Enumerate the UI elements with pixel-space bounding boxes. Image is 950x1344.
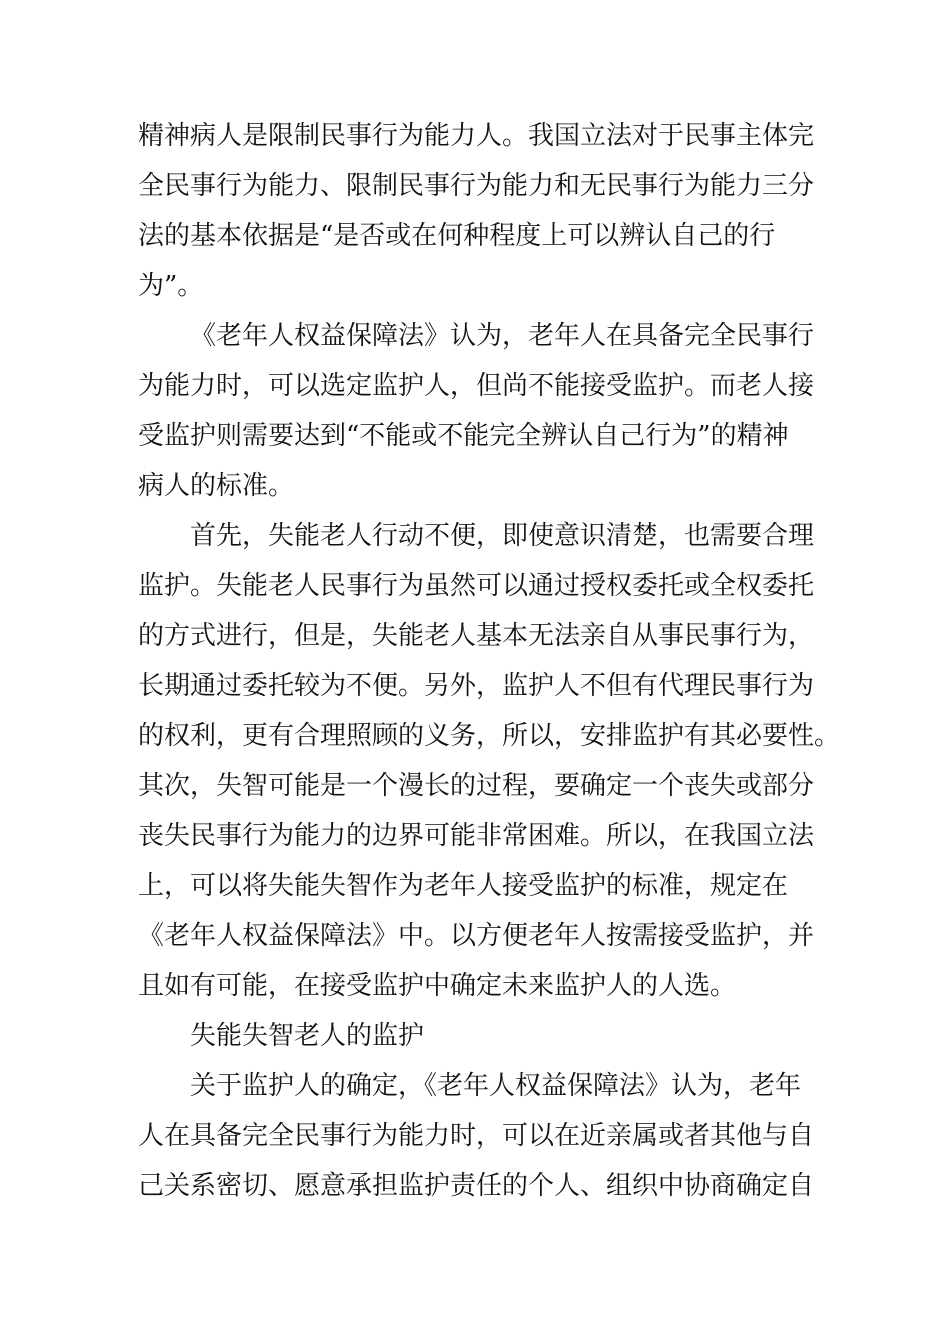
text-line: 丧失民事行为能力的边界可能非常困难。所以，在我国立法: [138, 821, 815, 851]
text-line: 上，可以将失能失智作为老年人接受监护的标准，规定在: [138, 871, 789, 901]
text-line: 关于监护人的确定，《老年人权益保障法》认为，老年: [190, 1071, 802, 1101]
text-line: 的方式进行，但是，失能老人基本无法亲自从事民事行为，: [138, 621, 815, 651]
text-line: 为”。: [138, 271, 204, 301]
text-line: 《老年人权益保障法》认为，老年人在具备完全民事行: [190, 321, 815, 351]
heading-text: 失能失智老人的监护: [190, 1021, 425, 1051]
text-line: 长期通过委托较为不便。另外，监护人不但有代理民事行为: [138, 671, 815, 701]
paragraph-3: [138, 511, 841, 1011]
paragraph-4: [138, 1061, 818, 1211]
text-line: 首先，失能老人行动不便，即使意识清楚，也需要合理: [190, 521, 815, 551]
text-line: 其次，失智可能是一个漫长的过程，要确定一个丧失或部分: [138, 771, 815, 801]
text-line: 精神病人是限制民事行为能力人。我国立法对于民事主体完: [138, 121, 815, 151]
text-line: 且如有可能，在接受监护中确定未来监护人的人选。: [138, 971, 737, 1001]
text-line: 的权利，更有合理照顾的义务，所以，安排监护有其必要性。: [138, 721, 841, 751]
paragraph-2: [138, 311, 818, 511]
text-line: 监护。失能老人民事行为虽然可以通过授权委托或全权委托: [138, 571, 815, 601]
text-line: 病人的标准。: [138, 471, 295, 501]
paragraph-1: [138, 111, 818, 311]
text-line: 全民事行为能力、限制民事行为能力和无民事行为能力三分: [138, 171, 815, 201]
section-heading: [138, 1011, 818, 1061]
text-line: 受监护则需要达到“不能或不能完全辨认自己行为”的精神: [138, 421, 789, 451]
text-line: 法的基本依据是“是否或在何种程度上可以辨认自己的行: [138, 221, 776, 251]
text-line: 己关系密切、愿意承担监护责任的个人、组织中协商确定自: [138, 1171, 815, 1201]
document-body: [138, 111, 841, 1211]
text-line: 《老年人权益保障法》中。以方便老年人按需接受监护，并: [138, 921, 815, 951]
text-line: 为能力时，可以选定监护人，但尚不能接受监护。而老人接: [138, 371, 815, 401]
text-line: 人在具备完全民事行为能力时，可以在近亲属或者其他与自: [138, 1121, 815, 1151]
